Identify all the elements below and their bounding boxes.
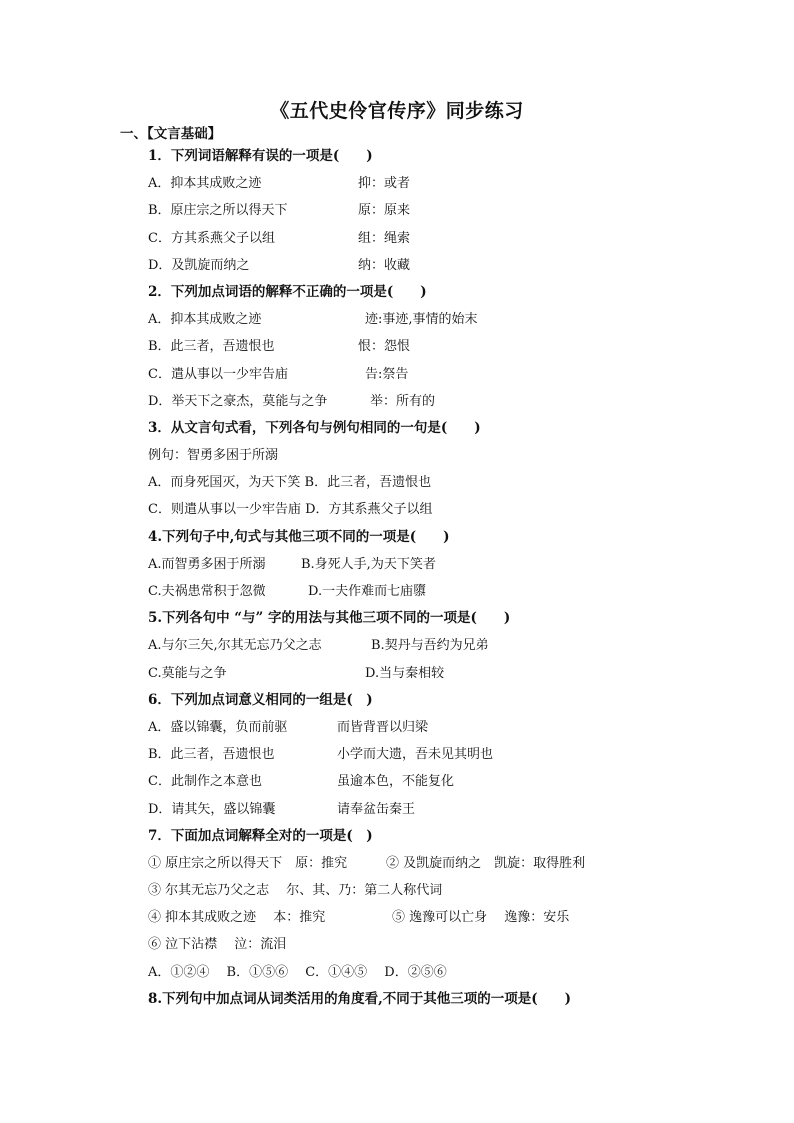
q1-option-c-text: C．方其系燕父子以组 (148, 230, 275, 246)
q1-option-b-text: B．原庄宗之所以得天下 (148, 203, 288, 219)
q4-option-c: C.夫祸患常积于忽微 (148, 584, 266, 599)
q3-options-cd: C．则遣从事以一少牢告庙 D．方其系燕父子以组 (148, 502, 433, 518)
q1-option-c-gloss: 组：绳索 (358, 230, 411, 246)
q7-item-4: ④ 抑本其成败之迹 本：推究 (148, 910, 326, 926)
q7-item-4-5 (148, 904, 708, 931)
q2-option-d-gloss: 举：所有的 (370, 393, 436, 409)
q2-option-c-text: C．遣从事以一少牢告庙 (148, 366, 288, 382)
q6-option-b (148, 741, 708, 768)
q6-option-b-right: 小学而大遗，吾未见其明也 (337, 747, 494, 763)
q6-option-a-right: 而皆背晋以归梁 (337, 719, 429, 735)
q7-item-6: ⑥ 泣下沾襟 泣：流泪 (148, 937, 287, 953)
q6-option-c-left: C．此制作之本意也 (148, 774, 262, 790)
section-heading: 一、【文言基础】 (120, 126, 222, 142)
question-5-stem: 5.下列各句中 “与” 字的用法与其他三项不同的一项是( ) (148, 610, 511, 627)
q5-option-b: B.契丹与吾约为兄弟 (371, 638, 489, 654)
q3-options-ab: A．而身死国灭，为天下笑 B．此三者，吾遗恨也 (148, 475, 432, 491)
q2-option-a (148, 306, 708, 333)
q1-option-c (148, 225, 708, 252)
q2-option-b (148, 333, 708, 360)
q4-option-a: A.而智勇多困于所溺 (148, 556, 266, 572)
q7-item-1: ① 原庄宗之所以得天下 原：推究 (148, 855, 348, 871)
q7-item-1-2 (148, 850, 708, 877)
page-title: 《五代史伶官传序》同步练习 (270, 100, 524, 122)
q2-option-b-text: B．此三者，吾遗恨也 (148, 339, 275, 355)
q2-option-a-text: A．抑本其成败之迹 (148, 312, 262, 328)
q6-option-d-right: 请奉盆缶秦王 (337, 801, 416, 817)
q5-options-cd (148, 660, 708, 687)
q1-option-d (148, 252, 708, 279)
exercise-content (148, 143, 708, 1013)
q2-option-d (148, 388, 708, 415)
q1-option-a-text: A．抑本其成败之迹 (148, 176, 262, 192)
q5-option-d: D.当与秦相较 (365, 665, 445, 681)
q6-option-c-right: 虽逾本色，不能复化 (337, 774, 455, 790)
q4-option-b: B.身死人手,为天下笑者 (301, 556, 436, 572)
q3-example: 例句：智勇多困于所溺 (148, 448, 279, 464)
q1-option-d-gloss: 纳：收藏 (358, 257, 411, 273)
q1-option-d-text: D．及凯旋而纳之 (148, 257, 250, 273)
q7-answer-options: A．①②④ B．①⑤⑥ C．①④⑤ D．②⑤⑥ (148, 964, 447, 980)
q1-option-b (148, 197, 708, 224)
q4-options-cd (148, 578, 708, 605)
q5-option-c: C.莫能与之争 (148, 665, 227, 681)
q6-option-b-left: B．此三者，吾遗恨也 (148, 747, 275, 763)
q2-option-d-text: D．举天下之豪杰，莫能与之争 (148, 393, 328, 409)
q6-option-c (148, 768, 708, 795)
q7-item-2: ② 及凯旋而纳之 凯旋：取得胜利 (386, 855, 586, 871)
q5-options-ab (148, 632, 708, 659)
q7-item-3: ③ 尔其无忘乃父之志 尔、其、乃：第二人称代词 (148, 883, 443, 899)
q2-option-c-gloss: 告:祭告 (365, 366, 409, 382)
q6-option-a-left: A．盛以锦囊，负而前驱 (148, 719, 288, 735)
q2-option-c (148, 361, 708, 388)
question-1-stem: 1．下列词语解释有误的一项是( ) (148, 148, 373, 164)
q6-option-d-left: D．请其矢，盛以锦囊 (148, 801, 276, 817)
q6-option-a (148, 714, 708, 741)
question-4-stem: 4.下列句子中,句式与其他三项不同的一项是( ) (148, 528, 450, 545)
question-6-stem: 6．下列加点词意义相同的一组是( ) (148, 691, 373, 708)
q1-option-a-gloss: 抑：或者 (358, 176, 411, 192)
q2-option-a-gloss: 迹:事迹,事情的始末 (365, 312, 478, 328)
q4-options-ab (148, 551, 708, 578)
q1-option-a (148, 170, 708, 197)
question-8-stem: 8.下列句中加点词从词类活用的角度看,不同于其他三项的一项是( ) (148, 990, 572, 1007)
question-2-stem: 2．下列加点词语的解释不正确的一项是( ) (148, 283, 427, 300)
q1-option-b-gloss: 原：原来 (358, 203, 411, 219)
q6-option-d (148, 796, 708, 823)
question-7-stem: 7．下面加点词解释全对的一项是( ) (148, 827, 373, 844)
q5-option-a: A.与尔三矢,尔其无忘乃父之志 (148, 638, 322, 654)
q2-option-b-gloss: 恨：怨恨 (358, 339, 411, 355)
q4-option-d: D.一夫作难而七庙隳 (308, 584, 427, 599)
question-3-stem: 3．从文言句式看，下列各句与例句相同的一句是( ) (148, 419, 481, 436)
q7-item-5: ⑤ 逸豫可以亡身 逸豫：安乐 (392, 910, 570, 926)
